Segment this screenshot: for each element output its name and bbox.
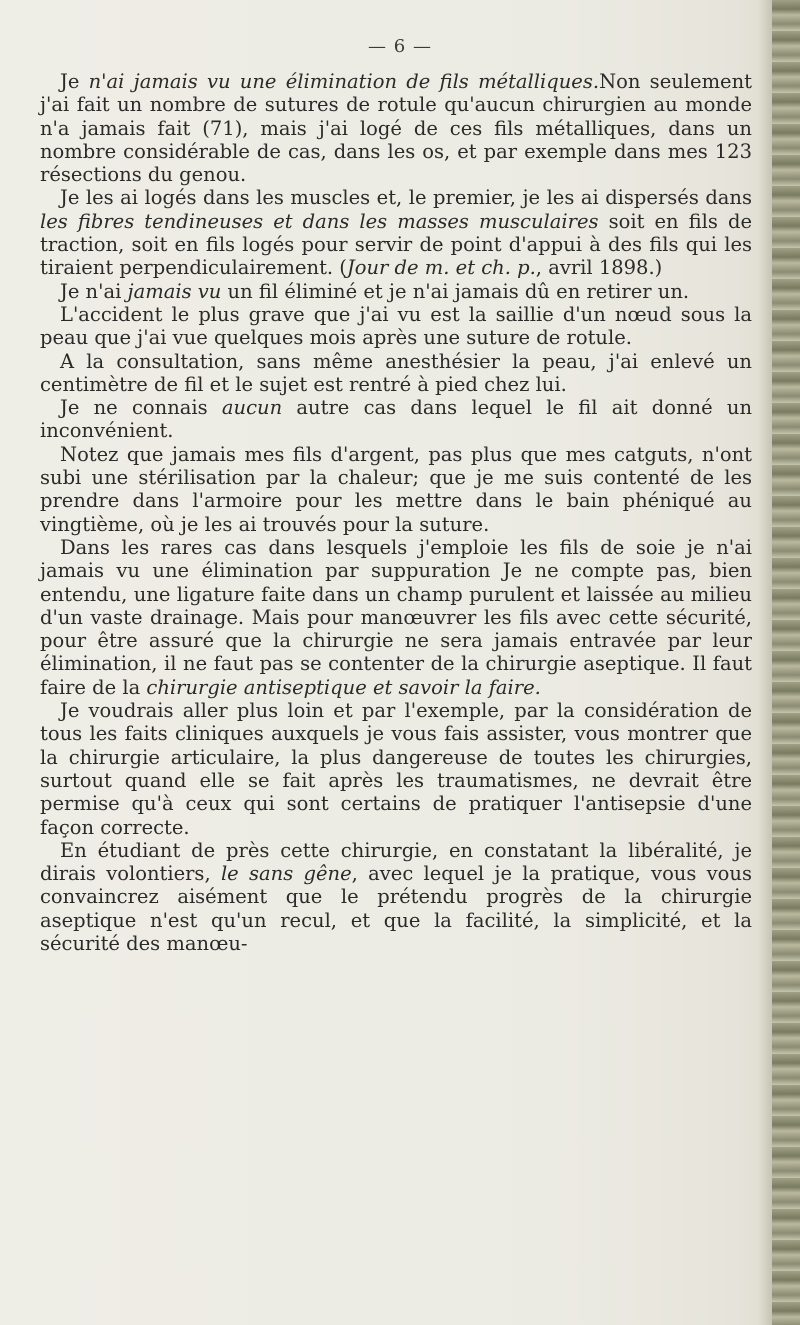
italic-text: les fibres tendineuses et dans les masses musculaires [40, 209, 599, 233]
italic-text: jamais vu [127, 279, 222, 303]
text-run: autre cas dans lequel le fil ait donné un inconvénient. [40, 396, 752, 443]
text-run: soit en fils de traction, soit en fils logés pour servir de point d'appui à des fils qui les tiraient perpendiculairement. ( [40, 209, 752, 280]
scanned-page-edge [772, 0, 800, 1325]
page-edge-shadow [758, 0, 772, 1325]
italic-text: aucun [221, 396, 283, 420]
paragraph [40, 186, 752, 279]
text-run: Je [60, 70, 89, 93]
text-run: L'accident le plus grave que j'ai vu est la saillie d'un nœud sous la peau que j'ai vue quelques mois après une suture de rotule. [40, 302, 752, 350]
paragraph [40, 350, 752, 397]
paragraph [40, 536, 752, 699]
italic-text: n'ai jamais vu une élimination de fils métalliques. [88, 70, 600, 93]
text-run: Je voudrais aller plus loin et par l'exemple, par la considération de tous les faits cliniques auxquels je vous fais assister, vous montrer que la chirurgie articulaire, la plus dangereuse de toutes les chirurgies, surtout quand elle se fait après les traumatismes, ne devrait être permise qu'à ceux qui sont certains de pratiquer l'antisepsie d'une façon correcte. [40, 699, 752, 839]
paragraph [40, 839, 752, 955]
paragraph [40, 280, 752, 303]
text-run: , avril 1898.) [535, 256, 663, 280]
text-run: A la consultation, sans même anesthésier la peau, j'ai enlevé un centimètre de fil et le sujet est rentré à pied chez lui. [40, 349, 752, 396]
page-number: — 6 — [368, 36, 432, 57]
paragraph [40, 699, 752, 839]
text-run: , avec lequel je la pratique, vous vous convaincrez aisément que le prétendu progrès de la chirurgie aseptique n'est qu'un recul, et que la facilité, la simplicité, et la sécurité des manœu- [40, 862, 752, 955]
text-run: Non seulement j'ai fait un nombre de sutures de rotule qu'aucun chirurgien au monde n'a jamais fait (71), mais j'ai logé de ces fils métalliques, dans un nombre considérable de cas, dans les os, et par exemple dans mes 123 résections du genou. [40, 70, 752, 187]
text-run: Dans les rares cas dans lesquels j'emploie les fils de soie je n'ai jamais vu une élimination par suppuration Je ne compte pas, bien entendu, une ligature faite dans un champ purulent et laissée au milieu d'un vaste drainage. Mais pour manœuvrer les fils avec cette sécurité, pour être assuré que la chirurgie ne sera jamais entravée par leur élimination, il ne faut pas se contenter de la chirurgie aseptique. Il faut faire de la [40, 535, 752, 699]
text-run: un fil éliminé et je n'ai jamais dû en retirer un. [221, 279, 690, 303]
body-text [40, 70, 752, 955]
italic-text: le sans gêne [220, 862, 352, 886]
text-run: En étudiant de près cette chirurgie, en constatant la libéralité, je dirais volontiers, [40, 838, 752, 886]
paragraph [40, 303, 752, 350]
paragraph [40, 70, 752, 186]
text-run: Je n'ai [60, 279, 128, 303]
text-run: Notez que jamais mes fils d'argent, pas plus que mes catguts, n'ont subi une stérilisation par la chaleur; que je me suis contenté de les prendre dans l'armoire pour les mettre dans le bain phéniqué au vingtième, où je les ai trouvés pour la suture. [40, 442, 752, 536]
text-run: Je ne connais [60, 396, 222, 420]
paragraph [40, 396, 752, 443]
italic-text: chirurgie antiseptique et savoir la faire. [146, 675, 541, 699]
italic-text: Jour de m. et ch. p. [346, 256, 536, 280]
text-run: Je les ai logés dans les muscles et, le premier, je les ai dispersés dans [60, 186, 752, 210]
paragraph [40, 443, 752, 536]
